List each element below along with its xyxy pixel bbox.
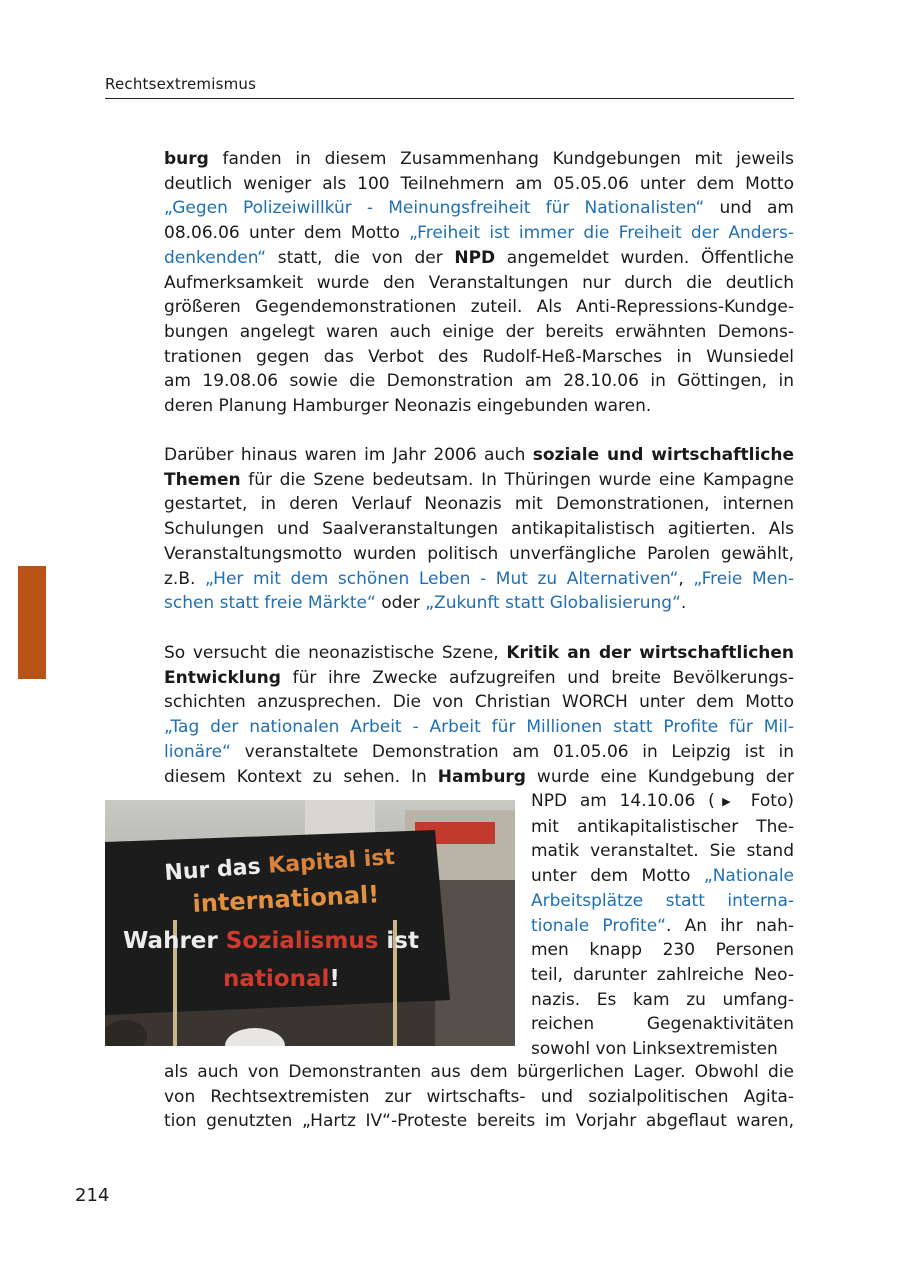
motto-quote: „Freiheit ist immer die Freiheit der Anders- (408, 223, 794, 244)
page-number: 214 (75, 1185, 110, 1206)
banner-text-line-1: Nur das Kapital ist (163, 844, 396, 886)
chapter-tab-marker (18, 566, 46, 679)
bold-term: Entwicklung (164, 667, 281, 688)
banner-text-line-3: Wahrer Sozialismus ist (123, 928, 419, 954)
bold-term: soziale und wirtschaftliche (532, 445, 794, 465)
bold-term: Themen (164, 469, 241, 490)
paragraph-3-continued: als auch von Demonstranten aus dem bürgerlichen Lager. Obwohl die von Rechtsextremisten zur wirtschafts- und sozialpolitischen Agita- tion genutzten „Hartz IV“-Proteste bereits im Vorjahr abgeflaut waren, (164, 1062, 794, 1132)
motto-quote: „Freie Men- (693, 568, 794, 589)
motto-quote: „Zukunft statt Globalisierung“ (425, 593, 681, 614)
paragraph-2: Darüber hinaus waren im Jahr 2006 auch soziale und wirtschaftliche Themen für die Szene bedeutsam. In Thüringen wurde eine Kampagne gestartet, in deren Verlauf Neonazis mit Demonstrationen, internen Schulungen und Saalveranstaltungen antikapitalistisch agitierten. Als Veranstaltungsmotto wurden politisch unverfängliche Parolen gewählt, z.B. „Her mit dem schönen Leben - Mut zu Alternativen“, „Freie Men- schen statt freie Märkte“ oder „Zukunft statt Globalisierung“. (164, 445, 794, 614)
motto-quote: „Her mit dem schönen Leben - Mut zu Alternativen“ (204, 568, 679, 589)
header-rule (105, 98, 794, 99)
motto-quote: „Gegen Polizeiwillkür - Meinungsfreiheit für Nationalisten“ (164, 198, 705, 219)
motto-quote: „Nationale (703, 866, 794, 887)
wrapped-text-beside-photo: NPD am 14.10.06 (▶ Foto) mit antikapitalistischer The- matik veranstaltet. Sie stand unter dem Motto „Nationale Arbeitsplätze statt interna- tionale Profite“. An ihr nah- men knapp 230 Personen teil, darunter zahlreiche Neo- nazis. Es kam zu umfang- reichen Gegenaktivitäten sowohl von Linksextremisten (531, 791, 794, 1060)
motto-quote: schen statt freie Märkte“ (164, 593, 376, 614)
motto-quote: lionäre“ (164, 741, 231, 762)
photo-reference-arrow-icon: ▶ (714, 795, 738, 808)
motto-quote: Arbeitsplätze statt interna- (531, 890, 794, 911)
demonstration-photo (105, 800, 515, 1046)
paragraph-1: burg fanden in diesem Zusammenhang Kundgebungen mit jeweils deutlich weniger als 100 Teilnehmern am 05.05.06 unter dem Motto „Gegen Polizeiwillkür - Meinungsfreiheit für Nationalisten“ und am 08.06.06 unter dem Motto „Freiheit ist immer die Freiheit der Anders- denkenden“ statt, die von der NPD angemeldet wurden. Öffentliche Aufmerksamkeit wurde den Veranstaltungen nur durch die deutlich größeren Gegendemonstrationen zuteil. Als Anti-Repressions-Kundge- bungen angelegt waren auch einige der bereits erwähnten Demons- trationen gegen das Verbot des Rudolf-Heß-Marsches in Wunsiedel am 19.08.06 sowie die Demonstration am 28.10.06 in Göttingen, in deren Planung Hamburger Neonazis eingebunden waren. (164, 149, 794, 417)
bold-term: burg (164, 149, 209, 169)
paragraph-3: So versucht die neonazistische Szene, Kritik an der wirtschaftlichen Entwicklung für ihre Zwecke aufzugreifen und breite Bevölkerungs- schichten anzusprechen. Die von Christian WORCH unter dem Motto „Tag der nationalen Arbeit - Arbeit für Millionen statt Profite für Mil- lionäre“ veranstaltete Demonstration am 01.05.06 in Leipzig ist in diesem Kontext zu sehen. In Hamburg wurde eine Kundgebung der (164, 643, 795, 787)
bold-term: NPD (454, 247, 496, 268)
banner-text-line-4: national! (223, 966, 340, 992)
bold-term: Hamburg (437, 766, 526, 787)
running-title: Rechtsextremismus (105, 75, 257, 93)
motto-quote: denkenden“ (164, 247, 267, 268)
bold-term: Kritik an der wirtschaftlichen (506, 643, 795, 663)
banner-text-line-2: international! (191, 880, 380, 918)
motto-quote: tionale Profite“ (531, 915, 666, 936)
motto-quote: „Tag der nationalen Arbeit - Arbeit für Millionen statt Profite für Mil- (164, 717, 794, 738)
